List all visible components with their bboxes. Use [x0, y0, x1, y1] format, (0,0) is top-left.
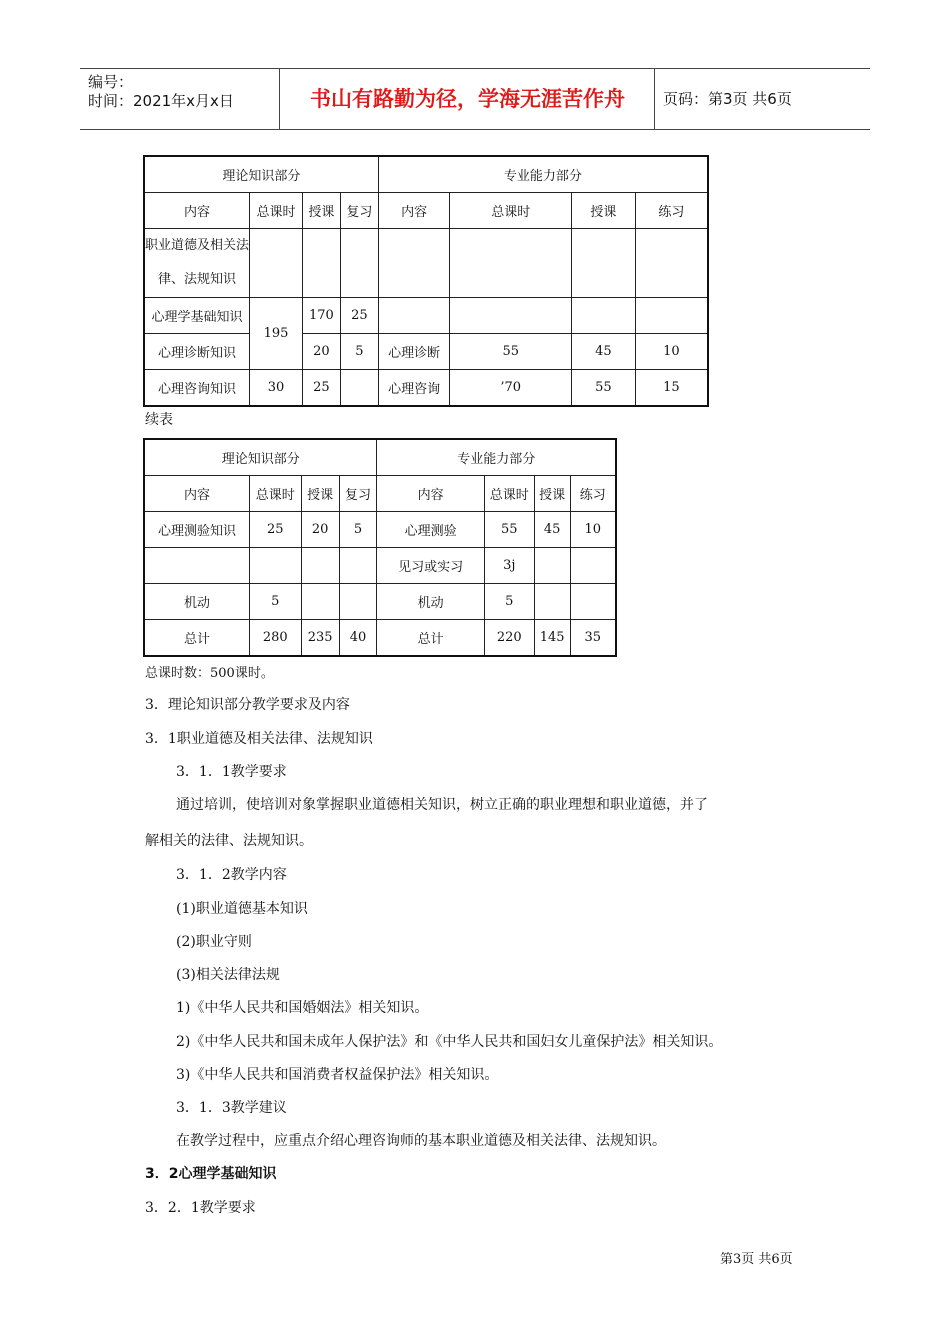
table-cell [144, 548, 249, 584]
col-header: 授课 [302, 193, 340, 229]
col-header: 内容 [144, 476, 249, 512]
table-cell: 职业道德及相关法律、法规知识 [144, 229, 250, 298]
table-cell: 10 [635, 334, 708, 370]
table-cell: 55 [450, 334, 571, 370]
section-heading: 3．理论知识部分教学要求及内容 [145, 697, 350, 713]
col-header: 内容 [144, 193, 250, 229]
table-cell: 心理诊断知识 [144, 334, 250, 370]
list-item: 1)《中华人民共和国婚姻法》相关知识。 [176, 1000, 429, 1016]
table-cell [378, 298, 450, 334]
col-header: 复习 [339, 476, 377, 512]
table-cell: 3j [484, 548, 534, 584]
table-cell: 235 [301, 620, 339, 657]
table-cell [301, 584, 339, 620]
skill-section-header: 专业能力部分 [378, 156, 708, 193]
skill-section-header: 专业能力部分 [377, 439, 616, 476]
table-cell: 195 [250, 298, 303, 370]
table-cell: 55 [571, 370, 635, 407]
table-cell: 15 [635, 370, 708, 407]
table-cell [301, 548, 339, 584]
subsection-heading: 3．1．1教学要求 [176, 764, 287, 780]
table-cell: 机动 [377, 584, 484, 620]
table-cell: 机动 [144, 584, 249, 620]
table-cell: 见习或实习 [377, 548, 484, 584]
col-header: 内容 [378, 193, 450, 229]
table-cell: 心理测验知识 [144, 512, 249, 548]
table-cell: 20 [301, 512, 339, 548]
table-cell [635, 298, 708, 334]
list-item: (2)职业守则 [176, 934, 252, 950]
theory-section-header: 理论知识部分 [144, 439, 377, 476]
paragraph: 在教学过程中，应重点介绍心理咨询师的基本职业道德及相关法律、法规知识。 [176, 1133, 666, 1149]
table-cell [340, 370, 378, 407]
header-meta [80, 69, 280, 129]
list-item: 2)《中华人民共和国未成年人保护法》和《中华人民共和国妇女儿童保护法》相关知识。 [176, 1034, 723, 1050]
table-cell [450, 298, 571, 334]
col-header: 练习 [635, 193, 708, 229]
table-cell: 5 [339, 512, 377, 548]
total-hours-note: 总课时数：500课时。 [145, 666, 274, 681]
col-header: 内容 [377, 476, 484, 512]
table-cell [570, 584, 616, 620]
table-cell [571, 229, 635, 298]
col-header: 授课 [534, 476, 570, 512]
table-cell: 心理测验 [377, 512, 484, 548]
table-cell: 20 [302, 334, 340, 370]
header-motto: 书山有路勤为径，学海无涯苦作舟 [281, 69, 655, 129]
subsection-heading: 3．1．2教学内容 [176, 867, 287, 883]
table-cell [250, 229, 303, 298]
paragraph-continuation: 解相关的法律、法规知识。 [145, 833, 313, 849]
number-label: 编号： [88, 73, 134, 91]
list-item: 3)《中华人民共和国消费者权益保护法》相关知识。 [176, 1067, 499, 1083]
table-cell: 心理咨询 [378, 370, 450, 407]
table-cell [635, 229, 708, 298]
table-cell: 10 [570, 512, 616, 548]
table-cell: 5 [249, 584, 301, 620]
table-cell: 总计 [377, 620, 484, 657]
table-cell: 心理学基础知识 [144, 298, 250, 334]
page-footer: 第3页 共6页 [720, 1252, 793, 1267]
table-cell: 145 [534, 620, 570, 657]
table-cell [339, 548, 377, 584]
table-cell: 25 [340, 298, 378, 334]
list-item: (3)相关法律法规 [176, 967, 280, 983]
table-cell [340, 229, 378, 298]
table-cell: 35 [570, 620, 616, 657]
table-cell: 55 [484, 512, 534, 548]
col-header: 总课时 [250, 193, 303, 229]
table-cell: 总计 [144, 620, 249, 657]
col-header: 复习 [340, 193, 378, 229]
col-header: 练习 [570, 476, 616, 512]
section-heading: 3．1职业道德及相关法律、法规知识 [145, 731, 373, 747]
col-header: 授课 [571, 193, 635, 229]
course-hours-table [143, 155, 709, 407]
table-cell [249, 548, 301, 584]
table-cell: 45 [571, 334, 635, 370]
table-cell: ’70 [450, 370, 571, 407]
table-cell: 5 [340, 334, 378, 370]
list-item: (1)职业道德基本知识 [176, 901, 308, 917]
table-cell: 30 [250, 370, 303, 407]
table-cell: 45 [534, 512, 570, 548]
table-cell: 170 [302, 298, 340, 334]
subsection-heading: 3．1．3教学建议 [176, 1100, 287, 1116]
table-cell [302, 229, 340, 298]
table-cell [534, 548, 570, 584]
table-cell: 25 [302, 370, 340, 407]
col-header: 总课时 [249, 476, 301, 512]
table-cell: 40 [339, 620, 377, 657]
table-cell [570, 548, 616, 584]
course-hours-table-continued [143, 438, 617, 657]
table-cell: 220 [484, 620, 534, 657]
page-header [80, 68, 870, 130]
col-header: 总课时 [484, 476, 534, 512]
table-cell: 280 [249, 620, 301, 657]
table-cell [450, 229, 571, 298]
continued-label: 续表 [145, 412, 173, 428]
table-cell: 心理诊断 [378, 334, 450, 370]
section-heading: 3．2心理学基础知识 [145, 1166, 277, 1182]
subsection-heading: 3．2．1教学要求 [145, 1200, 256, 1216]
table-cell [534, 584, 570, 620]
table-cell [339, 584, 377, 620]
table-cell [378, 229, 450, 298]
header-page-label: 页码：第3页 共6页 [663, 90, 792, 108]
col-header: 授课 [301, 476, 339, 512]
table-cell: 5 [484, 584, 534, 620]
table-cell: 心理咨询知识 [144, 370, 250, 407]
table-cell: 25 [249, 512, 301, 548]
col-header: 总课时 [450, 193, 571, 229]
theory-section-header: 理论知识部分 [144, 156, 378, 193]
paragraph: 通过培训，使培训对象掌握职业道德相关知识，树立正确的职业理想和职业道德，并了 [176, 797, 708, 813]
time-label: 时间：2021年x月x日 [88, 92, 234, 110]
table-cell [571, 298, 635, 334]
